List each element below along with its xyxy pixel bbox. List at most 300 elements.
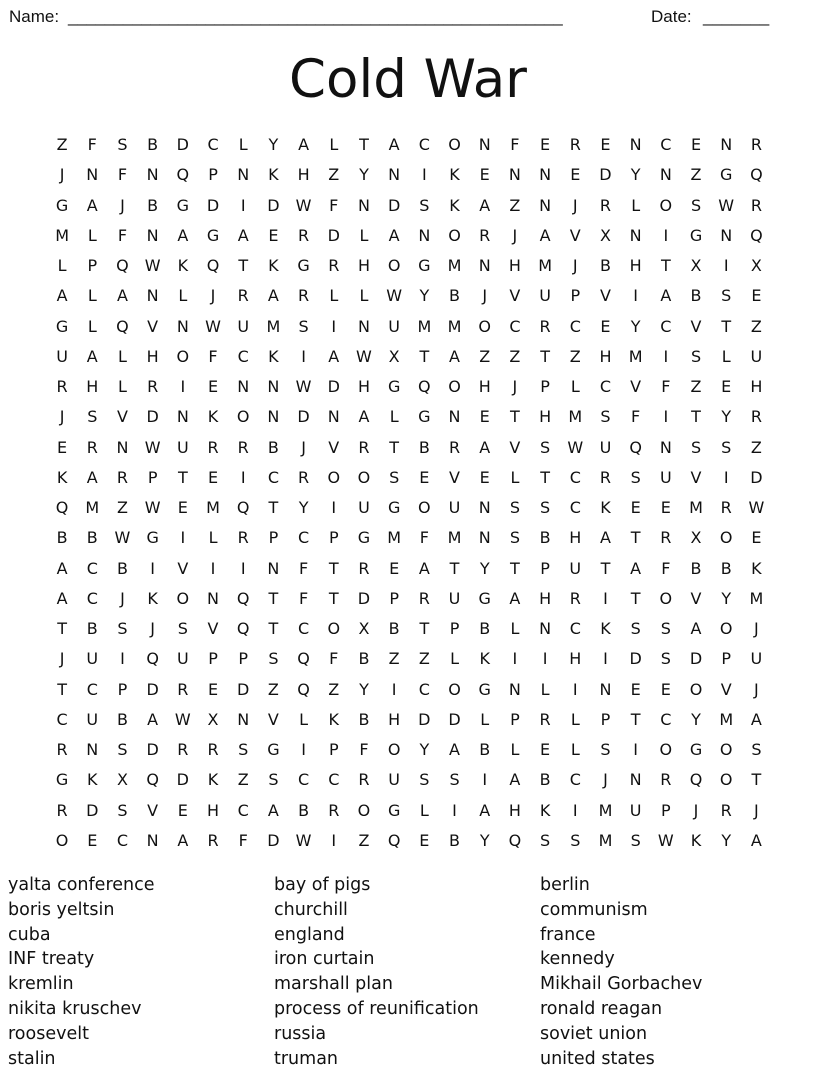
grid-letter: I: [421, 165, 427, 185]
grid-letter: R: [56, 377, 68, 396]
grid-letter: N: [418, 225, 431, 245]
grid-letter: A: [750, 709, 762, 729]
word-list-item: iron curtain: [274, 949, 375, 970]
grid-letter: I: [301, 346, 306, 366]
grid-letter: G: [387, 377, 401, 396]
grid-letter: R: [207, 437, 219, 457]
grid-letter: I: [663, 407, 669, 427]
grid-letter: A: [449, 346, 460, 366]
grid-letter: Y: [419, 740, 430, 759]
grid-letter: U: [176, 437, 189, 457]
grid-letter: B: [388, 619, 400, 638]
page-title: Cold War: [289, 49, 527, 110]
grid-letter: S: [540, 830, 551, 850]
grid-letter: L: [631, 195, 641, 215]
grid-row: [47, 705, 772, 735]
grid-letter: R: [177, 740, 189, 759]
grid-letter: Z: [237, 770, 249, 790]
grid-letter: P: [117, 679, 128, 699]
grid-letter: Y: [359, 679, 369, 699]
grid-letter: D: [146, 407, 159, 427]
grid-letter: Y: [479, 830, 490, 850]
grid-letter: E: [721, 377, 732, 396]
word-list-item: INF treaty: [8, 949, 95, 970]
grid-letter: B: [690, 286, 702, 306]
grid-letter: T: [328, 558, 339, 578]
grid-letter: B: [147, 135, 159, 154]
grid-row: [47, 554, 772, 584]
grid-letter: Z: [56, 135, 68, 154]
grid-letter: S: [690, 437, 702, 457]
grid-letter: W: [718, 195, 735, 215]
grid-letter: H: [297, 165, 310, 185]
grid-letter: A: [449, 740, 460, 759]
grid-letter: C: [569, 498, 581, 517]
grid-letter: V: [449, 467, 460, 487]
grid-letter: L: [480, 709, 490, 729]
grid-letter: W: [114, 528, 131, 548]
grid-letter: L: [87, 286, 97, 306]
grid-letter: N: [146, 830, 159, 850]
grid-letter: E: [87, 830, 98, 850]
grid-letter: D: [86, 800, 99, 820]
grid-letter: X: [207, 709, 219, 729]
grid-letter: G: [478, 679, 491, 699]
grid-letter: Z: [569, 346, 581, 366]
grid-letter: A: [539, 225, 551, 245]
grid-letter: U: [448, 588, 461, 608]
grid-letter: M: [628, 346, 643, 366]
grid-letter: T: [721, 316, 732, 336]
grid-letter: M: [206, 498, 220, 517]
grid-letter: S: [268, 770, 279, 790]
grid-letter: K: [328, 709, 340, 729]
grid-letter: C: [237, 800, 249, 820]
grid-letter: Q: [418, 377, 431, 396]
grid-letter: V: [177, 558, 189, 578]
grid-letter: M: [85, 498, 100, 517]
grid-letter: J: [754, 619, 759, 638]
grid-letter: Q: [146, 770, 159, 790]
word-list-item: bay of pigs: [274, 875, 371, 895]
grid-letter: U: [448, 498, 461, 517]
grid-letter: F: [661, 377, 671, 396]
grid-letter: R: [660, 528, 672, 548]
word-list-item: soviet union: [540, 1023, 648, 1044]
grid-letter: D: [267, 830, 280, 850]
grid-letter: N: [508, 679, 521, 699]
grid-letter: C: [660, 709, 672, 729]
grid-letter: B: [116, 558, 128, 578]
grid-letter: B: [720, 558, 732, 578]
grid-letter: S: [389, 467, 400, 487]
grid-letter: S: [660, 649, 671, 669]
grid-letter: D: [327, 225, 340, 245]
grid-row: [47, 675, 772, 705]
grid-letter: B: [267, 437, 279, 457]
grid-letter: H: [508, 800, 521, 820]
grid-letter: Y: [721, 588, 732, 608]
grid-letter: B: [147, 195, 159, 215]
header: [9, 5, 789, 31]
grid-letter: A: [56, 286, 68, 306]
grid-letter: T: [268, 498, 279, 517]
grid-letter: G: [55, 195, 69, 215]
grid-letter: A: [328, 346, 340, 366]
grid-letter: N: [539, 165, 552, 185]
grid-letter: Y: [298, 498, 309, 517]
grid-letter: V: [509, 437, 521, 457]
grid-letter: K: [87, 770, 98, 790]
grid-letter: E: [479, 165, 490, 185]
grid-letter: L: [299, 709, 309, 729]
grid-letter: A: [630, 558, 642, 578]
grid-letter: B: [539, 770, 551, 790]
grid-letter: O: [55, 830, 69, 850]
grid-letter: B: [358, 649, 370, 669]
grid-letter: Q: [146, 649, 159, 669]
grid-letter: Q: [116, 316, 129, 336]
grid-letter: U: [237, 316, 250, 336]
grid-letter: O: [327, 619, 341, 638]
grid-letter: N: [629, 770, 642, 790]
grid-row: [47, 251, 772, 281]
word-list-item: kennedy: [540, 949, 615, 970]
grid-letter: Q: [508, 830, 522, 850]
grid-letter: L: [238, 135, 248, 154]
grid-letter: T: [57, 679, 67, 699]
grid-letter: I: [240, 467, 246, 487]
grid-letter: C: [569, 619, 581, 638]
grid-letter: U: [358, 498, 370, 517]
grid-letter: I: [331, 316, 337, 336]
grid-letter: T: [238, 256, 249, 275]
grid-letter: T: [268, 619, 279, 638]
grid-letter: Z: [388, 649, 400, 669]
grid-row: [47, 614, 772, 644]
grid-letter: D: [387, 195, 401, 215]
grid-letter: I: [240, 558, 246, 578]
grid-letter: C: [569, 316, 581, 336]
grid-letter: Y: [630, 316, 641, 336]
grid-letter: I: [240, 195, 246, 215]
grid-letter: H: [508, 256, 521, 275]
grid-letter: A: [479, 195, 491, 215]
grid-letter: B: [298, 800, 310, 820]
grid-letter: U: [599, 437, 612, 457]
grid-letter: J: [120, 588, 125, 608]
grid-letter: N: [146, 225, 159, 245]
grid-letter: A: [418, 558, 430, 578]
grid-letter: S: [630, 467, 641, 487]
grid-letter: G: [418, 407, 431, 427]
grid-letter: R: [750, 135, 762, 154]
grid-letter: F: [208, 346, 218, 366]
grid-letter: E: [57, 437, 68, 457]
grid-letter: T: [630, 588, 641, 608]
grid-letter: A: [690, 619, 702, 638]
grid-letter: A: [147, 709, 159, 729]
grid-letter: R: [358, 770, 370, 790]
word-list-item: yalta conference: [8, 875, 155, 895]
grid-letter: G: [206, 225, 220, 245]
grid-letter: A: [237, 225, 249, 245]
grid-letter: R: [298, 286, 310, 306]
grid-letter: Y: [479, 558, 490, 578]
grid-letter: L: [208, 528, 218, 548]
grid-letter: W: [386, 286, 403, 306]
grid-letter: I: [663, 346, 669, 366]
grid-letter: S: [751, 740, 762, 759]
grid-letter: S: [177, 619, 188, 638]
grid-letter: I: [512, 649, 518, 669]
grid-letter: I: [301, 740, 306, 759]
grid-letter: K: [690, 830, 702, 850]
grid-letter: D: [599, 165, 612, 185]
date-blank: _______: [703, 7, 770, 26]
grid-letter: P: [510, 709, 520, 729]
grid-letter: E: [268, 225, 279, 245]
grid-letter: J: [59, 407, 65, 427]
grid-letter: R: [750, 407, 762, 427]
name-label: Name:: [9, 7, 60, 26]
name-blank: ______________________________________________________: [68, 7, 563, 26]
grid-letter: S: [690, 195, 702, 215]
grid-letter: I: [633, 740, 639, 759]
grid-letter: R: [298, 225, 310, 245]
grid-letter: C: [569, 467, 581, 487]
grid-letter: O: [448, 225, 461, 245]
grid-letter: C: [267, 467, 279, 487]
grid-letter: J: [120, 195, 125, 215]
grid-letter: D: [206, 195, 220, 215]
grid-letter: L: [540, 679, 550, 699]
grid-letter: W: [205, 316, 221, 336]
grid-letter: R: [298, 467, 310, 487]
grid-letter: G: [387, 498, 401, 517]
grid-letter: V: [569, 225, 581, 245]
grid-letter: C: [86, 588, 98, 608]
word-list: [8, 873, 808, 1071]
grid-letter: D: [176, 770, 189, 790]
grid-letter: E: [690, 135, 702, 154]
grid-letter: C: [86, 558, 98, 578]
grid-letter: U: [86, 709, 99, 729]
grid-letter: M: [568, 407, 583, 427]
grid-letter: M: [447, 528, 462, 548]
grid-letter: Q: [55, 498, 69, 517]
word-list-item: stalin: [8, 1048, 56, 1069]
word-list-item: churchill: [274, 899, 348, 920]
grid-letter: V: [207, 619, 219, 638]
grid-letter: I: [603, 649, 608, 669]
grid-letter: I: [331, 498, 337, 517]
grid-letter: M: [447, 256, 462, 275]
grid-row: [47, 191, 772, 221]
grid-letter: S: [419, 770, 430, 790]
grid-letter: P: [238, 649, 249, 669]
grid-letter: F: [298, 588, 309, 608]
grid-letter: X: [358, 619, 370, 638]
grid-letter: C: [298, 528, 310, 548]
grid-row: [47, 402, 772, 432]
grid-letter: T: [449, 558, 460, 578]
grid-letter: S: [298, 316, 309, 336]
grid-letter: D: [146, 679, 159, 699]
grid-letter: R: [358, 437, 370, 457]
grid-letter: T: [359, 135, 369, 154]
grid-letter: K: [600, 498, 611, 517]
grid-letter: X: [750, 256, 762, 275]
grid-letter: Z: [750, 437, 762, 457]
grid-letter: N: [478, 256, 491, 275]
grid-letter: Y: [691, 709, 701, 729]
grid-letter: R: [539, 316, 551, 336]
grid-letter: G: [689, 740, 703, 759]
grid-letter: H: [478, 377, 491, 396]
grid-letter: K: [600, 619, 611, 638]
grid-letter: Q: [236, 588, 250, 608]
grid-letter: C: [569, 770, 581, 790]
grid-letter: C: [660, 135, 672, 154]
grid-letter: L: [87, 316, 97, 336]
grid-letter: A: [298, 135, 310, 154]
grid-letter: E: [540, 740, 551, 759]
grid-letter: Q: [689, 770, 703, 790]
grid-letter: C: [298, 619, 310, 638]
word-list-item: Mikhail Gorbachev: [540, 974, 703, 995]
grid-letter: S: [540, 437, 551, 457]
grid-letter: K: [268, 346, 279, 366]
word-list-item: russia: [274, 1023, 327, 1044]
grid-letter: K: [539, 800, 551, 820]
grid-letter: J: [603, 770, 608, 790]
grid-letter: A: [479, 800, 491, 820]
grid-letter: K: [268, 165, 279, 185]
grid-letter: T: [268, 588, 279, 608]
grid-letter: I: [633, 286, 639, 306]
grid-letter: H: [86, 377, 99, 396]
grid-letter: L: [721, 346, 731, 366]
grid-letter: B: [479, 619, 491, 638]
grid-letter: U: [629, 800, 642, 820]
grid-letter: N: [116, 437, 129, 457]
grid-letter: T: [177, 467, 188, 487]
grid-letter: N: [357, 195, 370, 215]
grid-letter: I: [723, 256, 729, 275]
word-list-item: france: [540, 924, 596, 945]
grid-letter: A: [56, 558, 68, 578]
grid-letter: N: [146, 286, 159, 306]
grid-letter: O: [327, 467, 341, 487]
grid-letter: S: [238, 740, 249, 759]
grid-letter: A: [86, 467, 98, 487]
grid-letter: N: [237, 709, 250, 729]
grid-letter: U: [750, 649, 763, 669]
grid-letter: E: [479, 467, 490, 487]
grid-letter: W: [748, 498, 765, 517]
grid-letter: L: [329, 286, 339, 306]
grid-letter: S: [117, 800, 128, 820]
grid-letter: U: [659, 467, 672, 487]
grid-row: [47, 826, 772, 856]
grid-letter: U: [176, 649, 189, 669]
grid-letter: A: [56, 588, 68, 608]
grid-letter: L: [57, 256, 67, 275]
grid-letter: E: [207, 679, 219, 699]
grid-letter: J: [150, 619, 156, 638]
grid-letter: E: [207, 377, 219, 396]
grid-letter: R: [207, 830, 219, 850]
word-list-item: nikita kruschev: [8, 998, 142, 1019]
grid-letter: Y: [630, 165, 641, 185]
grid-letter: R: [418, 588, 430, 608]
grid-letter: R: [660, 770, 672, 790]
grid-letter: Z: [358, 830, 370, 850]
grid-letter: K: [479, 649, 490, 669]
grid-letter: A: [660, 286, 672, 306]
grid-letter: I: [542, 649, 548, 669]
grid-letter: T: [691, 407, 701, 427]
grid-letter: X: [690, 528, 702, 548]
grid-letter: J: [512, 225, 518, 245]
grid-letter: H: [207, 800, 220, 820]
grid-letter: Q: [176, 165, 190, 185]
grid-letter: X: [116, 770, 128, 790]
word-list-item: communism: [540, 899, 648, 920]
grid-letter: E: [751, 286, 762, 306]
grid-letter: R: [116, 467, 129, 487]
grid-letter: G: [146, 528, 159, 548]
grid-letter: K: [207, 407, 219, 427]
grid-letter: F: [359, 740, 369, 759]
grid-letter: B: [449, 286, 461, 306]
grid-letter: R: [448, 437, 461, 457]
date-label: Date:: [651, 7, 692, 26]
grid-letter: P: [449, 619, 460, 638]
grid-letter: O: [659, 195, 673, 215]
grid-row: [47, 433, 772, 463]
grid-letter: O: [176, 346, 190, 366]
grid-letter: D: [629, 649, 642, 669]
grid-letter: C: [237, 346, 249, 366]
grid-letter: R: [358, 558, 370, 578]
grid-letter: J: [754, 800, 759, 820]
grid-letter: V: [630, 377, 642, 396]
grid-letter: N: [207, 588, 220, 608]
grid-letter: E: [419, 467, 430, 487]
grid-letter: S: [117, 135, 128, 154]
grid-letter: N: [720, 225, 733, 245]
grid-letter: K: [268, 256, 279, 275]
word-list-item: england: [274, 924, 345, 945]
grid-letter: K: [751, 558, 762, 578]
grid-letter: U: [539, 286, 551, 306]
grid-letter: C: [599, 377, 612, 396]
grid-letter: V: [690, 316, 702, 336]
grid-letter: X: [599, 225, 611, 245]
grid-letter: D: [750, 467, 763, 487]
grid-row: [47, 342, 772, 372]
grid-letter: A: [116, 286, 128, 306]
grid-letter: H: [388, 709, 401, 729]
grid-letter: G: [55, 316, 69, 336]
grid-letter: C: [418, 679, 430, 699]
grid-letter: N: [357, 316, 370, 336]
grid-letter: N: [539, 195, 552, 215]
grid-letter: R: [56, 740, 68, 759]
grid-letter: E: [479, 407, 490, 427]
